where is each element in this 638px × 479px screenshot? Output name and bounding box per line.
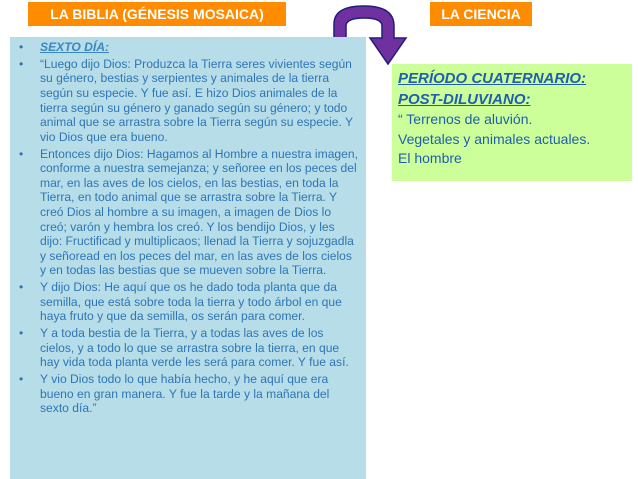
list-item (40, 40, 360, 55)
genesis-text-panel (10, 37, 366, 479)
list-item: • Y dijo Dios: He aquí que os he dado toda planta que da semilla, que está sobre toda la tierra y todo árbol en que haya fruto y que da semilla, os serán para comer. (40, 280, 360, 324)
post-diluviano-title: POST-DILUVIANO: (398, 91, 531, 108)
ciencia-panel (392, 64, 632, 181)
header-la-ciencia: LA CIENCIA (430, 2, 532, 26)
sexto-dia-heading: SEXTO DÍA: (40, 40, 109, 54)
periodo-cuaternario-title: PERÍODO CUATERNARIO: (398, 70, 587, 87)
header-la-biblia: LA BIBLIA (GÉNESIS MOSAICA) (28, 2, 286, 26)
ciencia-line-vegetales: Vegetales y animales actuales. (398, 130, 591, 147)
genesis-bullet-list (10, 37, 366, 416)
ciencia-line-hombre: El hombre (398, 150, 462, 166)
list-item: • Y a toda bestia de la Tierra, y a todas las aves de los cielos, y a todo lo que se arrastra sobre la tierra, en que hay vida toda planta verde les será para comer. Y fue así. (40, 326, 360, 370)
ciencia-line-terrenos: “ Terrenos de aluvión. (398, 111, 533, 127)
list-item: • Y vio Dios todo lo que había hecho, y he aquí que era bueno en gran manera. Y fue la tarde y la mañana del sexto día.” (40, 372, 360, 416)
list-item: • “Luego dijo Dios: Produzca la Tierra seres vivientes según su género, bestias y serpientes y animales de la tierra según su especie. Y fue así. E hizo Dios animales de la tierra según su género y ganado según su género; y todo animal que se arrastra sobre la Tierra según su especie. Y vio Dios que era bueno. (40, 57, 360, 145)
list-item: • Entonces dijo Dios: Hagamos al Hombre a nuestra imagen, conforme a nuestra semejanza; y señoree en los peces del mar, en las aves de los cielos, en las bestias, en toda la Tierra, en todo animal que se arrastra sobre la Tierra. Y creó Dios al hombre a su imagen, a imagen de Dios lo creó; varón y hembra los creó. Y los bendijo Dios, y les dijo: Fructificad y multiplicaos; llenad la Tierra y sojuzgadla y señoread en los peces del mar, en las aves de los cielos y en todas las bestias que se mueven sobre la Tierra. (40, 147, 360, 278)
